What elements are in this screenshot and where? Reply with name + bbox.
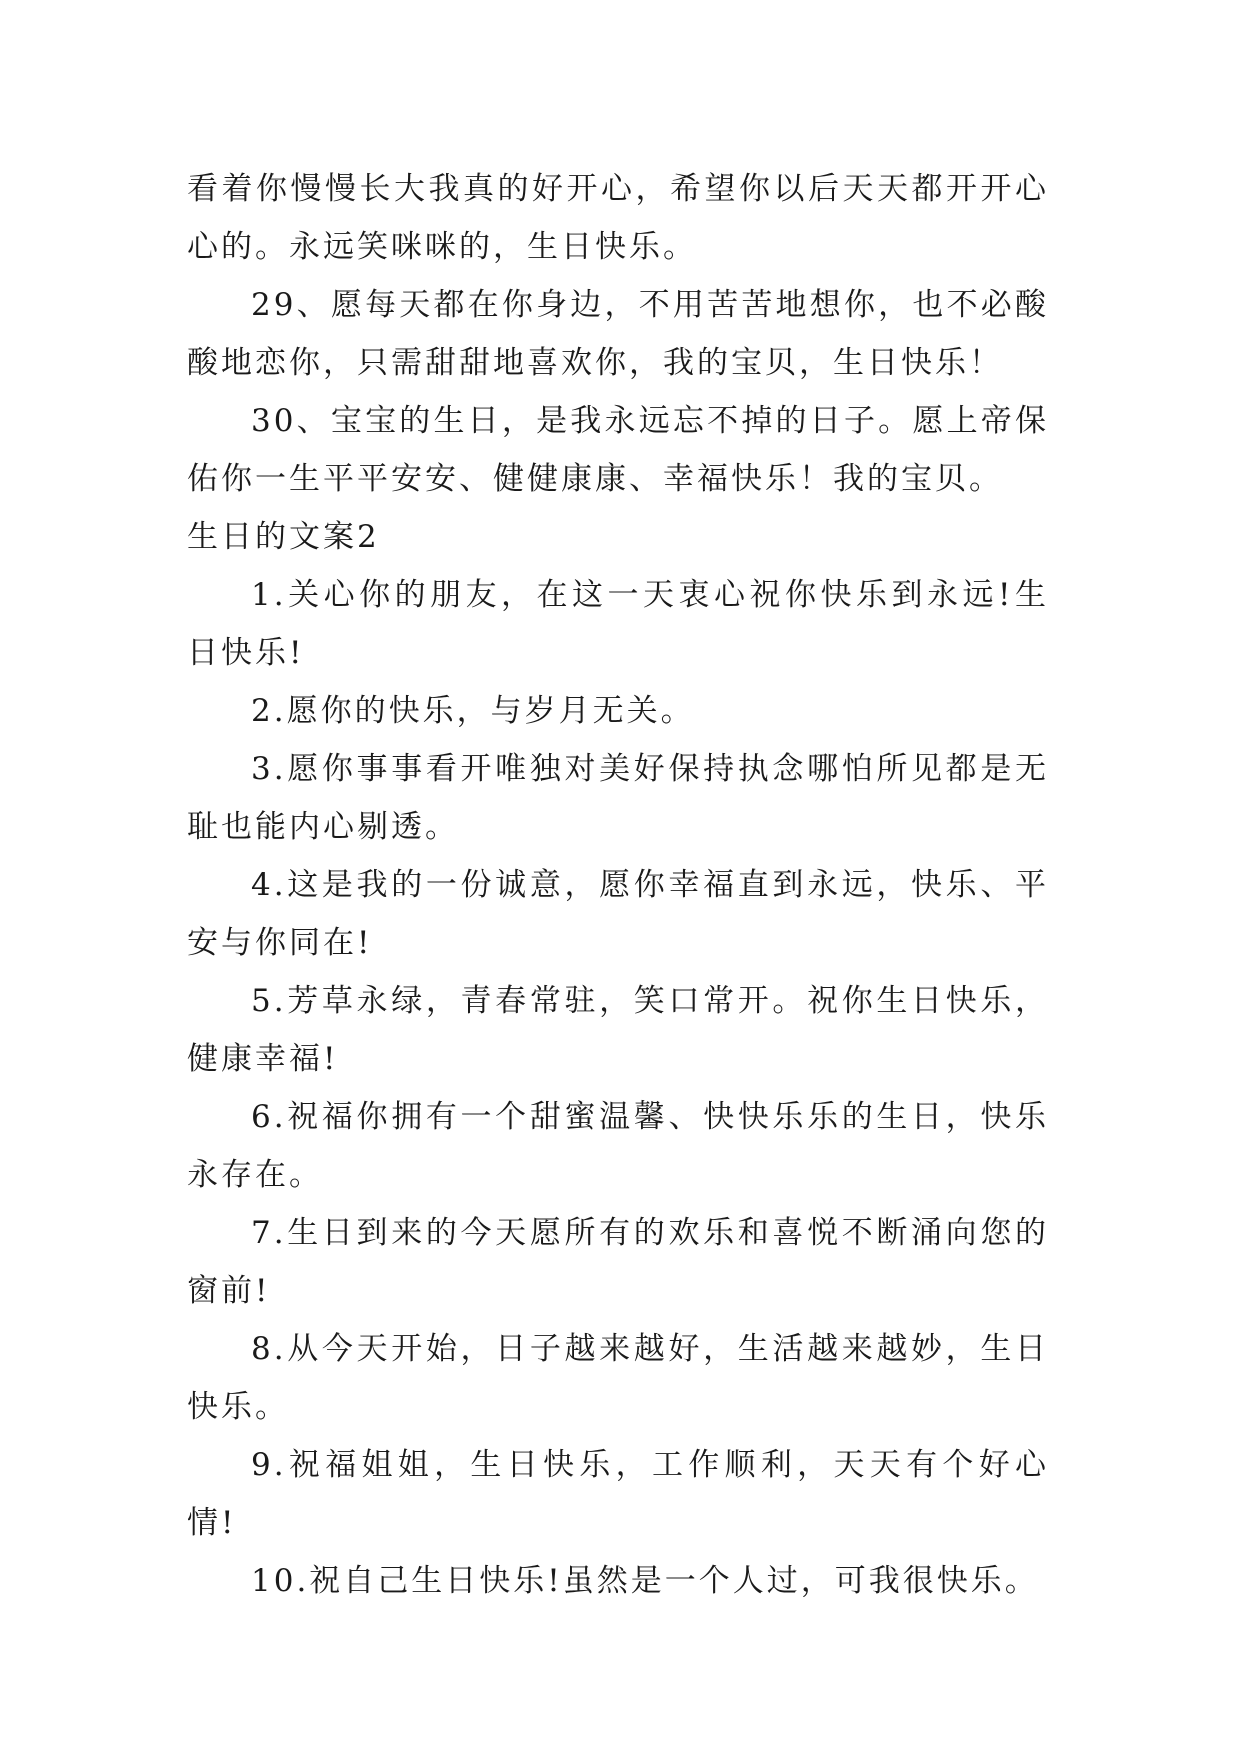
document-body <box>187 160 1049 1610</box>
list-item-4: 4.这是我的一份诚意，愿你幸福直到永远，快乐、平安与你同在! <box>187 867 1049 961</box>
continued-paragraph: 看着你慢慢长大我真的好开心，希望你以后天天都开开心心的。永远笑咪咪的，生日快乐。 <box>187 171 1049 265</box>
list-item-2: 2.愿你的快乐，与岁月无关。 <box>251 693 695 729</box>
section-title: 生日的文案2 <box>187 519 380 555</box>
list-item-7: 7.生日到来的今天愿所有的欢乐和喜悦不断涌向您的窗前! <box>187 1215 1049 1309</box>
list-item-3: 3.愿你事事看开唯独对美好保持执念哪怕所见都是无耻也能内心剔透。 <box>187 751 1049 845</box>
list-item-5: 5.芳草永绿，青春常驻，笑口常开。祝你生日快乐，健康幸福! <box>187 983 1049 1077</box>
paragraph-29: 29、愿每天都在你身边，不用苦苦地想你，也不必酸酸地恋你，只需甜甜地喜欢你，我的宝贝，生日快乐！ <box>187 287 1049 381</box>
list-item-6: 6.祝福你拥有一个甜蜜温馨、快快乐乐的生日，快乐永存在。 <box>187 1099 1049 1193</box>
paragraph-30: 30、宝宝的生日，是我永远忘不掉的日子。愿上帝保佑你一生平平安安、健健康康、幸福快乐！我的宝贝。 <box>187 403 1049 497</box>
list-item-8: 8.从今天开始，日子越来越好，生活越来越妙，生日快乐。 <box>187 1331 1049 1425</box>
list-item-9: 9.祝福姐姐，生日快乐，工作顺利，天天有个好心情! <box>187 1447 1049 1541</box>
list-item-10: 10.祝自己生日快乐!虽然是一个人过，可我很快乐。 <box>251 1563 1039 1599</box>
list-item-1: 1.关心你的朋友，在这一天衷心祝你快乐到永远!生日快乐! <box>187 577 1049 671</box>
